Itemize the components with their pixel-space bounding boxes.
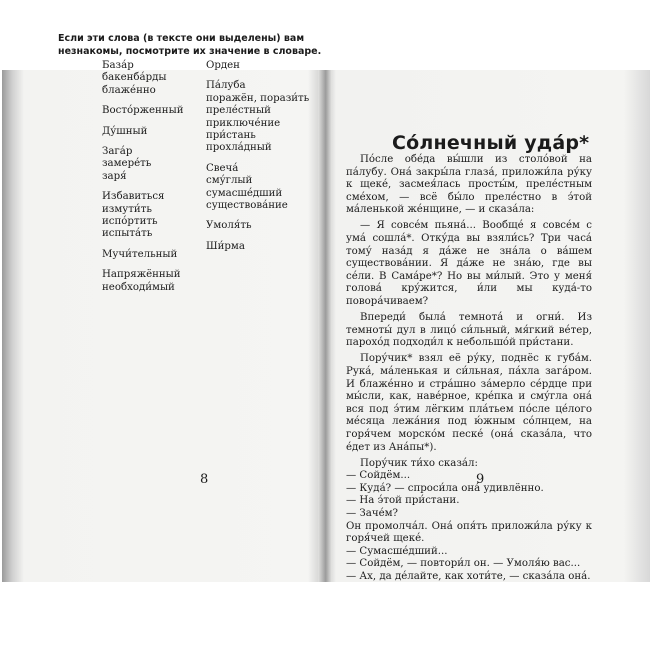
dialogue-line: — Ах, да де́лайте, как хоти́те, — сказа́ла она́. bbox=[346, 571, 591, 582]
vocabulary-word: испыта́ть bbox=[102, 228, 153, 240]
vocabulary-word: Мучи́тельный bbox=[102, 248, 178, 260]
vocabulary-intro: Если эти слова (в тексте они выделены) вам незнакомы, посмотрите их значение в словаре. bbox=[58, 33, 322, 57]
story-paragraph: Он промолча́л. Она́ опя́ть приложи́ла ру́ку к горя́чей щеке́. bbox=[346, 520, 592, 545]
page-number-right: 9 bbox=[476, 472, 485, 487]
dialogue-line: Пору́чик ти́хо сказа́л: bbox=[360, 457, 478, 469]
vocabulary-word: Избавиться bbox=[102, 191, 165, 203]
vocabulary-word: Ду́шный bbox=[102, 125, 148, 137]
story-text bbox=[346, 154, 592, 584]
story-paragraph: Впереди́ была́ темнота́ и огни́. Из темноты́ дул в лицо́ си́льный, мя́гкий ве́тер, парохо́д подходи́л к небольшо́й при́стани. bbox=[346, 312, 592, 349]
vocabulary-word: приключе́ние bbox=[206, 117, 281, 129]
book-gutter bbox=[318, 70, 332, 582]
story-title: Со́лнечный уда́р* bbox=[392, 132, 590, 154]
vocabulary-word: База́р bbox=[102, 60, 134, 71]
group-spacer bbox=[102, 241, 184, 249]
vocabulary-word: Ши́рма bbox=[206, 240, 245, 252]
page-number-left: 8 bbox=[200, 472, 209, 487]
vocabulary-word: прохла́дный bbox=[206, 142, 272, 154]
vocabulary-word: заря́ bbox=[102, 170, 127, 182]
vocabulary-word: поражён, порази́ть bbox=[206, 92, 310, 104]
vocabulary-word: Умоля́ть bbox=[206, 220, 252, 232]
vocabulary-word: блаже́нно bbox=[102, 84, 156, 96]
vocabulary-word: бакенба́рды bbox=[102, 72, 167, 84]
vocabulary-word: необходи́мый bbox=[102, 281, 175, 293]
vocabulary-word: существова́ние bbox=[206, 200, 288, 212]
vocabulary-word: Зага́р bbox=[102, 146, 133, 158]
vocabulary-word: Восто́рженный bbox=[102, 105, 184, 117]
vocabulary-word: при́стань bbox=[206, 130, 256, 142]
vocabulary-column-a bbox=[102, 60, 184, 294]
dialogue-line: — Сумасше́дший... bbox=[346, 545, 448, 557]
vocabulary-word: измути́ть bbox=[102, 203, 152, 215]
story-paragraph: По́сле обе́да вы́шли из столо́вой на па́лубу. Она́ закры́ла глаза́, приложи́ла ру́ку к щеке́, засмея́лась просты́м, преле́стным сме́хом, — всё бы́ло преле́стно в э́той ма́ленькой же́нщине, — и сказа́ла: bbox=[346, 154, 592, 216]
vocabulary-word: Па́луба bbox=[206, 80, 246, 92]
vocabulary-word: Напряжённый bbox=[102, 269, 181, 281]
vocabulary-word: Орден bbox=[206, 60, 240, 71]
dialogue-line: — Куда́? — спроси́ла она́ удивлённо. bbox=[346, 482, 544, 494]
vocabulary-column-b bbox=[206, 60, 309, 253]
group-spacer bbox=[206, 155, 309, 163]
group-spacer bbox=[206, 233, 309, 241]
dialogue-line: — Заче́м? bbox=[346, 508, 398, 520]
vocabulary-word: сумасше́дший bbox=[206, 187, 283, 199]
dialogue-line: — Сойдём, — повтори́л он. — Умоля́ю вас... bbox=[346, 558, 581, 570]
story-paragraph: — Я совсе́м пьяна́... Вообще́ я совсе́м с ума́ сошла́*. Отку́да вы взяли́сь? Три часа́ тому́ наза́д я да́же не зна́ла о ва́шем существова́нии. Я да́же не зна́ю, где вы се́ли. В Сама́ре*? Но вы ми́лый. Это у меня́ голова́ кру́жится, и́ли мы куда́-то повора́чиваем? bbox=[346, 220, 592, 308]
vocabulary-word: преле́стный bbox=[206, 105, 271, 117]
dialogue-line: — Сойдём... bbox=[346, 470, 411, 482]
group-spacer bbox=[102, 261, 184, 269]
vocabulary-word: испо́ртить bbox=[102, 216, 158, 228]
vocabulary-word: Свеча́ bbox=[206, 162, 239, 174]
group-spacer bbox=[102, 138, 184, 146]
group-spacer bbox=[102, 118, 184, 126]
dialogue-line: — На э́той при́стани. bbox=[346, 495, 460, 507]
story-paragraph: Пору́чик* взял её ру́ку, поднёс к губа́м. Рука́, ма́ленькая и си́льная, па́хла зага́ром. И блаже́нно и стра́шно за́мерло се́рдце при мы́сли, как, наве́рное, кре́пка и сму́гла она́ вся под э́тим лёгким пла́тьем по́сле це́лого ме́сяца лежа́ния под ю́жным со́лнцем, на горя́чем морско́м песке́ (она́ сказа́ла, что е́дет из Ана́пы*). bbox=[346, 353, 592, 453]
vocabulary-word: замере́ть bbox=[102, 158, 152, 170]
vocabulary-word: сму́глый bbox=[206, 175, 253, 187]
